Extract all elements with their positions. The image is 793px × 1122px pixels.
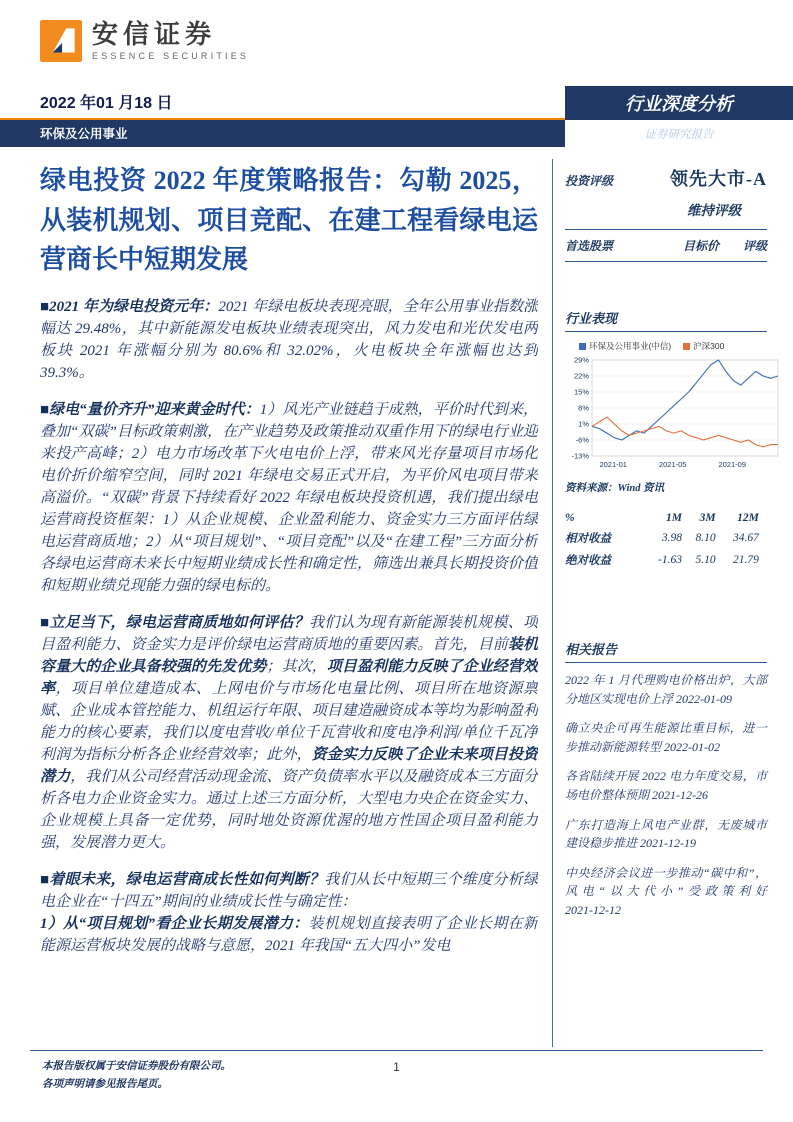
industry-label: 环保及公用事业 bbox=[0, 120, 565, 147]
report-body-column bbox=[40, 159, 538, 1047]
rating-status: 维持评级 bbox=[687, 203, 741, 218]
preferred-stocks-header bbox=[565, 230, 767, 261]
body-paragraph bbox=[40, 913, 538, 957]
date-cell bbox=[0, 86, 565, 120]
body-paragraph bbox=[40, 399, 538, 597]
chart-wrap bbox=[565, 355, 767, 476]
rating-label: 投资评级 bbox=[565, 174, 614, 188]
cell: -1.63 bbox=[658, 554, 682, 566]
related-report-title: 确立央企可再生能源比重目标，进一步推动新能源转型 bbox=[565, 721, 767, 754]
col-header: % bbox=[565, 512, 575, 524]
col-header: 3M bbox=[699, 512, 716, 524]
industry-performance-title: 行业表现 bbox=[565, 306, 767, 332]
bold-segment: ■绿电“量价齐升”迎来黄金时代： bbox=[40, 401, 260, 418]
row-label: 相对收益 bbox=[565, 533, 611, 545]
report-date: 2022 年01 月18 日 bbox=[40, 95, 173, 112]
bold-segment: ■着眼未来，绿电运营商成长性如何判断？ bbox=[40, 871, 325, 888]
chart-legend bbox=[579, 340, 767, 352]
svg-text:22%: 22% bbox=[573, 371, 589, 381]
related-report-date: 2022-01-02 bbox=[664, 739, 721, 754]
preferred-stocks-label: 首选股票 bbox=[565, 239, 614, 253]
brand-text bbox=[92, 18, 250, 62]
legend-label: 沪深300 bbox=[693, 341, 725, 351]
related-report-item bbox=[565, 816, 767, 853]
text-segment: ，我们从公司经营活动现金流、资产负债率水平以及融资成本三方面分析各电力企业资金实力。通过上述三方面分析，大型电力央企在资金实力、企业规模上具备一定优势，同时地处资源优渥的地方性国企项目盈利能力强，发展潜力更大。 bbox=[40, 768, 538, 851]
cell: 5.10 bbox=[695, 554, 716, 566]
sidebar bbox=[552, 159, 767, 1047]
bold-segment: ■立足当下，绿电运营商质地如何评估？ bbox=[40, 614, 310, 631]
svg-text:2021-01: 2021-01 bbox=[599, 460, 627, 469]
svg-text:1%: 1% bbox=[578, 419, 589, 429]
performance-table-header-row bbox=[565, 509, 759, 527]
related-report-date: 2021-12-19 bbox=[640, 836, 697, 851]
related-report-title: 2022 年 1 月代理购电价格出炉，大部分地区实现电价上浮 bbox=[565, 673, 767, 706]
table-row bbox=[565, 527, 759, 549]
text-segment: 1）风光产业链趋于成熟，平价时代到来，叠加“双碳”目标政策刺激，在产业趋势及政策推动双重作用下的绿电行业迎来投产高峰；2）电力市场改革下火电电价上浮，带来风光存量项目市场化电价折价缩窄空间，同时 2021 年绿电交易正式开启，为平价风电项目带来高溢价。“双碳”背景下持续看好 2022 年绿电板块投资机遇，我们提出绿电运营商投资框架：1）从企业规模、企业盈利能力、资金实力三方面评估绿电运营商质地；2）从“项目规划”、“项目竞配”以及“在建工程”三方面分析各绿电运营商未来长中短期业绩成长性和确定性，筛选出兼具长期投资价值和短期业绩兑现能力强的绿电标的。 bbox=[40, 401, 538, 594]
body-paragraph bbox=[40, 296, 538, 384]
report-title: 绿电投资 2022 年度策略报告：勾勒 2025，从装机规划、项目竞配、在建工程看绿电运营商长中短期发展 bbox=[40, 166, 538, 275]
col-header: 12M bbox=[737, 512, 759, 524]
cell: 3.98 bbox=[661, 532, 682, 544]
text-segment: 2021 年绿电板块表现亮眼，全年公用事业指数涨幅达 29.48%，其中新能源发电板块业绩表现突出，风力发电和光伏发电两板块 2021 年涨幅分别为 80.6%和 32.02%，火电板块全年涨幅也达到 39.3%。 bbox=[40, 298, 538, 381]
related-report-date: 2022-01-09 bbox=[676, 691, 733, 706]
related-report-title: 广东打造海上风电产业群，无废城市建设稳步推进 bbox=[565, 817, 767, 851]
svg-text:-6%: -6% bbox=[575, 435, 589, 445]
brand bbox=[40, 20, 793, 62]
text-segment: 我们从长中短期三个维度分析绿电企业在“十四五”期间的业绩成长性与确定性： bbox=[40, 871, 538, 910]
bold-segment: 1）从“项目规划”看企业长期发展潜力： bbox=[40, 915, 309, 932]
brand-name: 安信证券 bbox=[92, 18, 217, 49]
brand-name-en: ESSENCE SECURITIES bbox=[92, 51, 250, 62]
related-report-date: 2021-12-12 bbox=[565, 902, 621, 917]
content bbox=[0, 147, 793, 1047]
bold-segment: ■2021 年为绿电投资元年： bbox=[40, 298, 219, 315]
industry-band bbox=[0, 120, 793, 147]
related-reports-list bbox=[565, 671, 767, 920]
legend-label: 环保及公用事业(中信) bbox=[589, 341, 672, 351]
svg-text:15%: 15% bbox=[573, 387, 589, 397]
related-reports-title: 相关报告 bbox=[565, 637, 767, 663]
cell: 8.10 bbox=[695, 532, 716, 544]
footer-line: 各项声明请参见报告尾页。 bbox=[42, 1079, 168, 1091]
series-swatch-icon bbox=[579, 343, 586, 350]
series-swatch-icon bbox=[683, 343, 690, 350]
masthead bbox=[0, 0, 793, 86]
col-header: 1M bbox=[665, 512, 682, 524]
divider bbox=[565, 261, 767, 262]
cell: 34.67 bbox=[733, 532, 759, 544]
target-price-label: 目标价 bbox=[682, 239, 719, 253]
related-report-item bbox=[565, 671, 767, 708]
body-paragraph bbox=[40, 869, 538, 913]
chart-source: 资料来源：Wind 资讯 bbox=[565, 483, 665, 494]
svg-text:2021-09: 2021-09 bbox=[718, 460, 747, 469]
report-type-banner: 行业深度分析 bbox=[565, 86, 793, 120]
related-reports-section bbox=[565, 637, 767, 920]
svg-text:29%: 29% bbox=[573, 355, 589, 365]
text-segment: ，项目单位建造成本、上网电价与市场化电量比例、项目所在地资源禀赋、企业成本管控能力、机组运行年限、项目建造融资成本等均为影响盈利能力的核心要素，我们以度电营收/单位千瓦营收和度电净利润/单位千瓦净利润为指标分析各企业经营效率；此外， bbox=[40, 680, 538, 763]
bold-segment: 装机容量大的企业具备较强的先发优势 bbox=[40, 636, 538, 675]
row-label: 绝对收益 bbox=[565, 555, 611, 567]
footer-line: 本报告版权属于安信证券股份有限公司。 bbox=[42, 1061, 231, 1073]
rating-row bbox=[565, 165, 767, 191]
text-segment: 我们认为现有新能源装机规模、项目盈利能力、资金实力是评价绿电运营商质地的重要因素。首先，目前 bbox=[40, 614, 538, 653]
stock-rating-label: 评级 bbox=[742, 239, 767, 253]
performance-table bbox=[565, 509, 759, 571]
related-report-title: 各省陆续开展 2022 电力年度交易，市场电价整体预期 bbox=[565, 769, 767, 802]
legend-item bbox=[683, 340, 724, 352]
related-report-item bbox=[565, 864, 767, 920]
bold-segment: 项目盈利能力反映了企业经营效率 bbox=[40, 658, 538, 697]
page-number: 1 bbox=[393, 1060, 400, 1075]
essence-securities-logo-icon bbox=[40, 20, 82, 62]
rating-value: 领先大市-A bbox=[670, 169, 767, 189]
cell: 21.79 bbox=[733, 554, 759, 566]
svg-text:-13%: -13% bbox=[571, 451, 589, 461]
svg-text:8%: 8% bbox=[578, 403, 589, 413]
related-report-item bbox=[565, 719, 767, 756]
table-row bbox=[565, 549, 759, 571]
related-report-date: 2021-12-26 bbox=[652, 787, 709, 802]
text-segment: 装机规划直接表明了企业长期在新能源运营板块发展的战略与意愿，2021 年我国“五大四小”发电 bbox=[40, 915, 538, 954]
industry-performance-section bbox=[565, 306, 767, 571]
svg-text:2021-05: 2021-05 bbox=[658, 460, 687, 469]
date-band bbox=[0, 86, 793, 120]
industry-performance-chart bbox=[565, 355, 781, 471]
related-report-title: 中央经济会议进一步推动“碳中和”，风电“以大代小”受政策利好 bbox=[565, 865, 767, 899]
page-footer bbox=[30, 1050, 763, 1094]
bold-segment: 资金实力反映了企业未来项目投资潜力 bbox=[40, 746, 538, 785]
legend-item bbox=[579, 340, 671, 352]
related-report-item bbox=[565, 767, 767, 804]
report-category-watermark: 证券研究报告 bbox=[644, 128, 714, 141]
body-paragraph bbox=[40, 612, 538, 854]
text-segment: ；其次， bbox=[266, 658, 327, 675]
